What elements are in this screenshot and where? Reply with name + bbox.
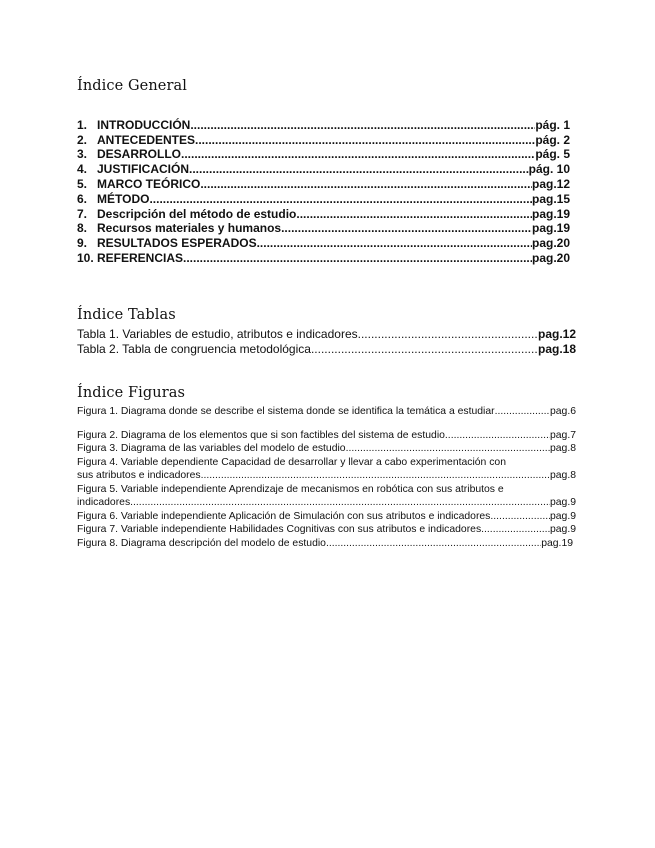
figure-entry-label: Figura 6. Variable independiente Aplicación de Simulación con sus atributos e indicadores xyxy=(77,511,491,522)
table-entry-page: pag.18 xyxy=(537,342,576,356)
toc-entry[interactable] xyxy=(77,118,570,132)
toc-entry-label: JUSTIFICACIÓN xyxy=(97,162,190,176)
toc-entry-page: pag.19 xyxy=(531,207,570,221)
figure-entry-label: Figura 7. Variable independiente Habilidades Cognitivas con sus atributos e indicadores xyxy=(77,524,482,535)
toc-entry[interactable] xyxy=(77,236,570,250)
toc-entry-label: RESULTADOS ESPERADOS xyxy=(97,236,257,250)
table-entry-label: Tabla 2. Tabla de congruencia metodológica xyxy=(77,342,311,356)
toc-entry[interactable] xyxy=(77,147,570,161)
dot-leader xyxy=(481,523,550,537)
toc-entry-page: pág. 10 xyxy=(528,162,570,176)
toc-entry-number: 5. xyxy=(77,177,88,191)
dot-leader xyxy=(296,207,532,221)
table-entry[interactable] xyxy=(77,342,576,356)
figure-entry-text[interactable]: Figura 5. Variable independiente Aprendizaje de mecanismos en robótica con sus atributos e xyxy=(77,484,504,495)
dot-leader xyxy=(183,251,532,265)
dot-leader xyxy=(281,221,532,235)
toc-entry[interactable] xyxy=(77,192,570,206)
toc-entry-number: 3. xyxy=(77,147,88,161)
toc-entry-number: 10. xyxy=(77,251,94,265)
figure-entry[interactable] xyxy=(77,523,576,537)
toc-entry-label: Recursos materiales y humanos xyxy=(97,221,282,235)
figure-entry[interactable] xyxy=(77,537,573,551)
toc-entry-page: pág. 1 xyxy=(535,118,570,132)
toc-entry-label: DESARROLLO xyxy=(97,147,181,161)
figure-entry-label: indicadores xyxy=(77,497,131,508)
figure-entry-label: sus atributos e indicadores xyxy=(77,470,201,481)
toc-entry-label: MARCO TEÓRICO xyxy=(97,177,201,191)
figure-entry-page: pag.8 xyxy=(549,470,576,481)
toc-entry-number: 4. xyxy=(77,162,88,176)
toc-entry-number: 9. xyxy=(77,236,88,250)
toc-entry-page: pág. 5 xyxy=(535,147,570,161)
dot-leader xyxy=(358,327,538,341)
figure-entry-label: Figura 2. Diagrama de los elementos que si son factibles del sistema de estudio xyxy=(77,430,445,441)
figure-entry-page: pag.9 xyxy=(549,524,576,535)
toc-entry[interactable] xyxy=(77,251,570,265)
dot-leader xyxy=(195,133,535,147)
dot-leader xyxy=(445,429,550,443)
toc-entry-page: pag.15 xyxy=(531,192,570,206)
toc-entry[interactable] xyxy=(77,221,570,235)
dot-leader xyxy=(311,342,538,356)
figure-entry-label: Figura 3. Diagrama de las variables del modelo de estudio xyxy=(77,443,346,454)
table-entry[interactable] xyxy=(77,327,576,341)
figure-entry-page: pag.8 xyxy=(549,443,576,454)
tables-index-title: Índice Tablas xyxy=(77,307,176,323)
toc-entry-page: pag.20 xyxy=(531,236,570,250)
dot-leader xyxy=(181,147,535,161)
figure-entry[interactable] xyxy=(77,429,576,443)
dot-leader xyxy=(257,236,532,250)
figure-entry-page: pag.9 xyxy=(549,497,576,508)
figure-entry-page: pag.7 xyxy=(549,430,576,441)
dot-leader xyxy=(200,177,532,191)
toc-entry-page: pag.12 xyxy=(531,177,570,191)
toc-entry[interactable] xyxy=(77,133,570,147)
table-entry-page: pag.12 xyxy=(537,327,576,341)
toc-entry-page: pág. 2 xyxy=(535,133,570,147)
figure-entry-label: Figura 1. Diagrama donde se describe el sistema donde se identifica la temática a estudiar xyxy=(77,406,495,417)
figure-entry-page: pag.6 xyxy=(549,406,576,417)
toc-entry[interactable] xyxy=(77,177,570,191)
figure-entry[interactable] xyxy=(77,405,576,419)
toc-entry-page: pag.19 xyxy=(531,221,570,235)
dot-leader xyxy=(190,118,535,132)
dot-leader xyxy=(326,537,541,551)
figure-entry-label: Figura 8. Diagrama descripción del modelo de estudio xyxy=(77,538,326,549)
toc-entry[interactable] xyxy=(77,207,570,221)
toc-entry-number: 6. xyxy=(77,192,88,206)
dot-leader xyxy=(149,192,532,206)
toc-entry-number: 7. xyxy=(77,207,88,221)
general-index-title: Índice General xyxy=(77,78,187,94)
figure-entry-page: pag.19 xyxy=(541,538,573,549)
toc-entry[interactable] xyxy=(77,162,570,176)
toc-entry-number: 2. xyxy=(77,133,88,147)
dot-leader xyxy=(130,496,550,510)
toc-entry-label: REFERENCIAS xyxy=(97,251,184,265)
figure-entry[interactable] xyxy=(77,496,576,510)
toc-entry-label: INTRODUCCIÓN xyxy=(97,118,191,132)
dot-leader xyxy=(495,405,550,419)
toc-entry-number: 1. xyxy=(77,118,88,132)
toc-entry-page: pag.20 xyxy=(531,251,570,265)
figures-index-title: Índice Figuras xyxy=(77,385,186,401)
figure-entry-text[interactable]: Figura 4. Variable dependiente Capacidad de desarrollar y llevar a cabo experimentación con xyxy=(77,457,506,468)
dot-leader xyxy=(346,442,550,456)
figure-entry-page: pag.9 xyxy=(549,511,576,522)
dot-leader xyxy=(189,162,529,176)
toc-entry-label: ANTECEDENTES xyxy=(97,133,196,147)
toc-entry-label: MÉTODO xyxy=(97,192,150,206)
figure-entry[interactable] xyxy=(77,469,576,483)
table-entry-label: Tabla 1. Variables de estudio, atributos e indicadores xyxy=(77,327,358,341)
figure-entry[interactable] xyxy=(77,442,576,456)
toc-entry-number: 8. xyxy=(77,221,88,235)
dot-leader xyxy=(201,469,550,483)
figure-entry[interactable] xyxy=(77,510,576,524)
toc-entry-label: Descripción del método de estudio xyxy=(97,207,297,221)
dot-leader xyxy=(490,510,550,524)
